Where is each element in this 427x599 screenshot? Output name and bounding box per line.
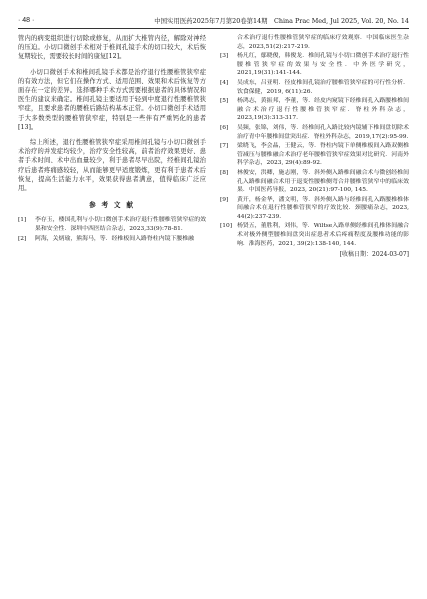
- body-paragraph: 管内的病变组织进行切除或修复，从而扩大椎管内径，解除对神经的压迫。小切口微创手术相对于椎间孔镜手术的切口较大，术后恢复期较长，需要较长时间的康复[12]。: [18, 35, 206, 61]
- reference-item: [220, 142, 409, 168]
- received-date: [收稿日期：2024-03-07]: [339, 251, 409, 259]
- reference-text: 杨鸿志，黄振邦，李董，等．经皮内窥镜下经椎间孔入路腰椎椎间融合术治疗退行性腰椎管狭窄症．脊柱外科杂志，2023,19(3):313-317.: [237, 98, 409, 122]
- reference-item: [220, 97, 409, 123]
- body-paragraph: 综上所述，退行性腰椎管狭窄症采用椎间孔镜与小切口微创手术治疗的并发症均较少，治疗安全性较高，前者治疗效果更好、患者手术时间、术中出血量较少，利于患者尽早出院，经椎间孔镜治疗后患者疼痛感较轻，从而能够更早适度锻炼，更有利于患者术后恢复，提高生活能力水平，效果获得患者满意，值得临床广泛应用。: [18, 139, 206, 193]
- reference-number: [4]: [220, 79, 229, 86]
- reference-number: [2]: [18, 235, 27, 242]
- reference-text: 吴成东，吕亚明．径皮椎间孔镜治疗腰椎管狭窄症的可行性分析．饮食保健，2019, 6(11):26.: [237, 79, 409, 95]
- reference-number: [220, 34, 234, 51]
- journal-citation: 中国实用医药2025年7月第20卷第14期 China Prac Med, Jul 2025, Vol. 20, No. 14: [154, 17, 409, 25]
- right-column: [220, 34, 409, 259]
- reference-item: [220, 34, 409, 51]
- reference-item: [220, 169, 409, 195]
- reference-text: 吴频，张锦，刘伟，等．经椎间孔入路比较内镜辅下椎间盘切除术治疗青中年腰椎间盘突出症．脊柱外科杂志，2019,17(2):95-99.: [237, 124, 409, 140]
- reference-text: 林俊安，洪卿，施志刚，等．斜外侧入路椎间融合术与微创经椎间孔入路椎间融合术用于退变性腰椎侧弯合并腰椎管狭窄中的临床效果．中国医药导报，2023, 20(21):97-100, 145.: [237, 169, 409, 194]
- reference-number: [9]: [220, 196, 229, 203]
- reference-number: [5]: [220, 98, 229, 105]
- reference-item: [18, 216, 206, 233]
- reference-item: [18, 235, 206, 244]
- page-number: · 48 ·: [18, 17, 35, 24]
- reference-item: [220, 196, 409, 222]
- left-column: [18, 34, 206, 244]
- reference-number: [3]: [220, 53, 229, 60]
- reference-item: [220, 124, 409, 141]
- reference-text: 杨贤五，董胜利，刘伟，等．Wiltse入路单侧经椎间孔椎体间融合术对极外侧型腰椎间盘突出症患者术后疼痛程度及腰椎功能的影响．淮海医药，2021, 39(2):138-140, 144.: [237, 223, 409, 247]
- references-list: [18, 216, 206, 243]
- references-heading: 参 考 文 献: [89, 202, 135, 210]
- reference-text: 杨凡红，鄢晓俊，韩俊龙．椎间孔镜与小切口微创手术治疗退行性腰椎管狭窄症的效果与安全性．中外医学研究，2021,19(31):141-144.: [237, 53, 409, 77]
- reference-text: 李存玉，楼国孔利与小切口微创手术治疗退行性腰椎管狭窄症的效果和安全性．深圳中西医结合杂志，2023,33(9):78-81.: [35, 217, 206, 233]
- references-list-continued: [220, 34, 409, 248]
- reference-number: [7]: [220, 143, 229, 150]
- reference-number: [10]: [220, 223, 233, 230]
- reference-text: 黄开，杨金华，潘文明，等．斜外侧入路与经椎间孔入路腰椎椎体间融合术在退行性腰椎管狭窄的疗效比较．颈腰痛杂志，2023, 44(2):237-239.: [237, 196, 409, 220]
- reference-text: 梁晓飞，李会晶，王健云，等．脊柱内镜下单侧椎板间入路双侧椎管减压与腰椎融合术治疗老年腰椎管狭窄症效果对比研究．河南外科学杂志，2023, 29(4):89-92.: [237, 143, 409, 167]
- reference-text: 阿海，关炳瑜，熊海马，等．经椎板间入路脊柱内镜下腰椎融: [35, 235, 195, 242]
- running-header: [18, 16, 409, 29]
- body-paragraph: 小切口微创手术和椎间孔镜手术都是治疗退行性腰椎管狭窄症的有效方法，但它们在操作方式、适用范围、效果和术后恢复等方面存在一定的差异。选择哪种手术方式需要根据患者的具体情况和医生的建议来确定。椎间孔镜主要适用于轻到中度退行性腰椎管狭窄症，且要求患者的腰椎后路结构基本正常。小切口微创手术适用于大多数类型的腰椎管狭窄症，特别是一些伴有严重钙化的患者[13]。: [18, 68, 206, 131]
- reference-item: [220, 52, 409, 78]
- reference-number: [6]: [220, 124, 229, 131]
- reference-item: [220, 79, 409, 96]
- reference-item: [220, 222, 409, 248]
- reference-number: [1]: [18, 217, 27, 224]
- reference-number: [8]: [220, 169, 229, 176]
- reference-text: 合术治疗退行性腰椎管狭窄症的临床疗效观察．中国临床医生杂志，2023,51(2):217-219.: [237, 35, 409, 50]
